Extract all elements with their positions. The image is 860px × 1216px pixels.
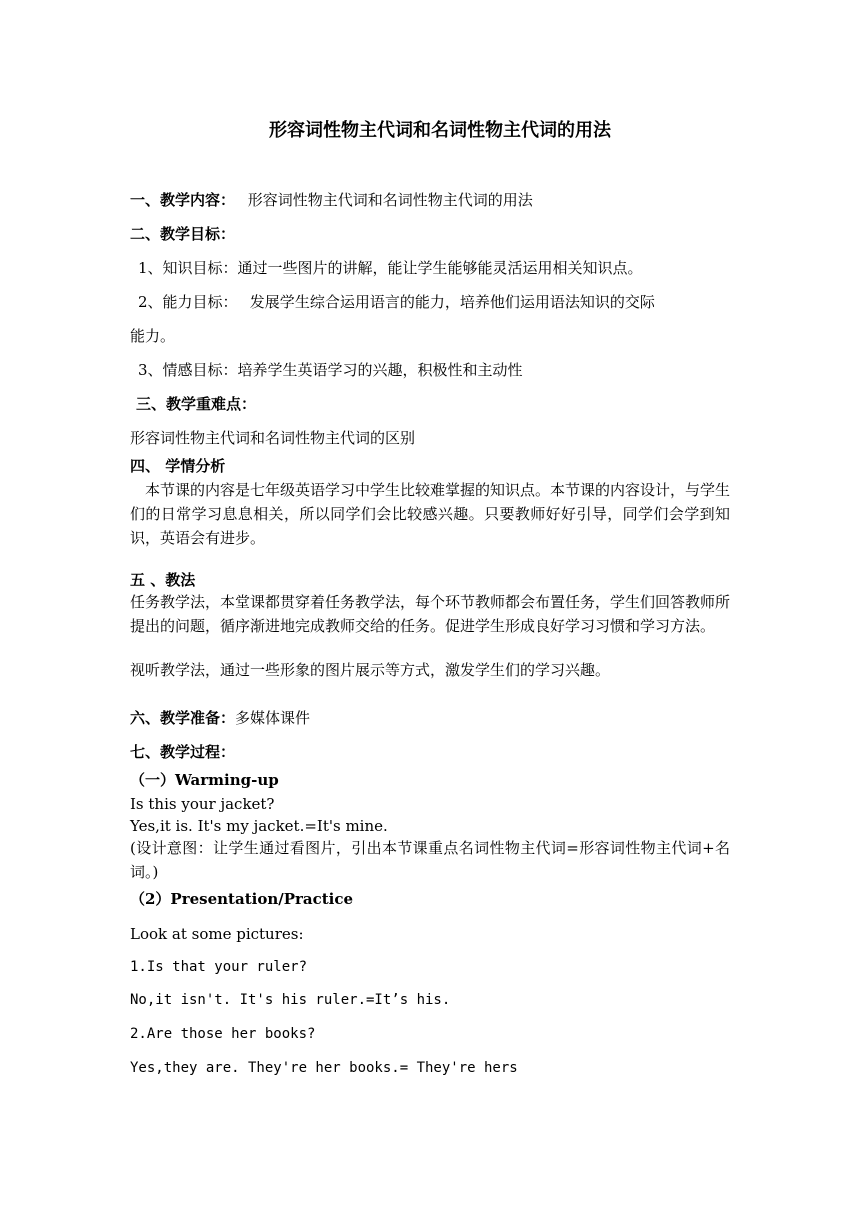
goal-emotion: 3、情感目标：培养学生英语学习的兴趣，积极性和主动性 <box>138 361 523 379</box>
section-goals-label: 二、教学目标： <box>130 225 236 243</box>
warmup-label: （一）Warming-up <box>130 771 279 789</box>
section-analysis-label: 四、 学情分析 <box>130 457 226 475</box>
section-content <box>130 190 533 210</box>
section-text: 形容词性物主代词和名词性物主代词的用法 <box>247 191 533 209</box>
example-question-2: 2.Are those her books? <box>130 1026 316 1042</box>
example-question-1: 1.Is that your ruler? <box>130 959 308 975</box>
section-prep-text: 多媒体课件 <box>235 709 311 727</box>
section-method-para1: 任务教学法，本堂课都贯穿着任务教学法，每个环节教师都会布置任务，学生们回答教师所提出的问题，循序渐进地完成教师交给的任务。促进学生形成良好学习习惯和学习方法。 <box>130 593 731 635</box>
section-prep <box>130 708 310 728</box>
presentation-intro: Look at some pictures: <box>130 925 304 943</box>
section-prep-label: 六、教学准备： <box>130 709 236 727</box>
section-key-points-label: 三、教学重难点： <box>136 395 257 413</box>
section-analysis-text: 本节课的内容是七年级英语学习中学生比较难掌握的知识点。本节课的内容设计，与学生们的日常学习息息相关，所以同学们会比较感兴趣。只要教师好好引导，同学们会学到知识，英语会有进步。 <box>130 481 731 547</box>
presentation-label: （2）Presentation/Practice <box>130 890 354 908</box>
section-method-para2: 视听教学法，通过一些形象的图片展示等方式，激发学生们的学习兴趣。 <box>130 661 611 679</box>
warmup-design-note: (设计意图：让学生通过看图片，引出本节课重点名词性物主代词=形容词性物主代词+名词。) <box>130 839 730 881</box>
section-process-label: 七、教学过程： <box>130 743 236 761</box>
warmup-answer: Yes,it is. It's my jacket.=It's mine. <box>130 817 388 835</box>
section-method-label: 五 、教法 <box>130 571 196 589</box>
goal-ability: 2、能力目标： 发展学生综合运用语言的能力，培养他们运用语法知识的交际 <box>138 293 655 311</box>
section-key-points-text: 形容词性物主代词和名词性物主代词的区别 <box>130 429 416 447</box>
example-answer-2: Yes,they are. They're her books.= They're hers <box>130 1060 518 1076</box>
goal-knowledge: 1、知识目标：通过一些图片的讲解，能让学生能够能灵活运用相关知识点。 <box>138 259 643 277</box>
page-title: 形容词性物主代词和名词性物主代词的用法 <box>269 120 611 141</box>
warmup-question: Is this your jacket? <box>130 795 275 813</box>
example-answer-1: No,it isn't. It's his ruler.=It’s his. <box>130 992 451 1008</box>
section-label: 一、教学内容： <box>130 191 236 209</box>
goal-ability-cont: 能力。 <box>130 327 176 345</box>
